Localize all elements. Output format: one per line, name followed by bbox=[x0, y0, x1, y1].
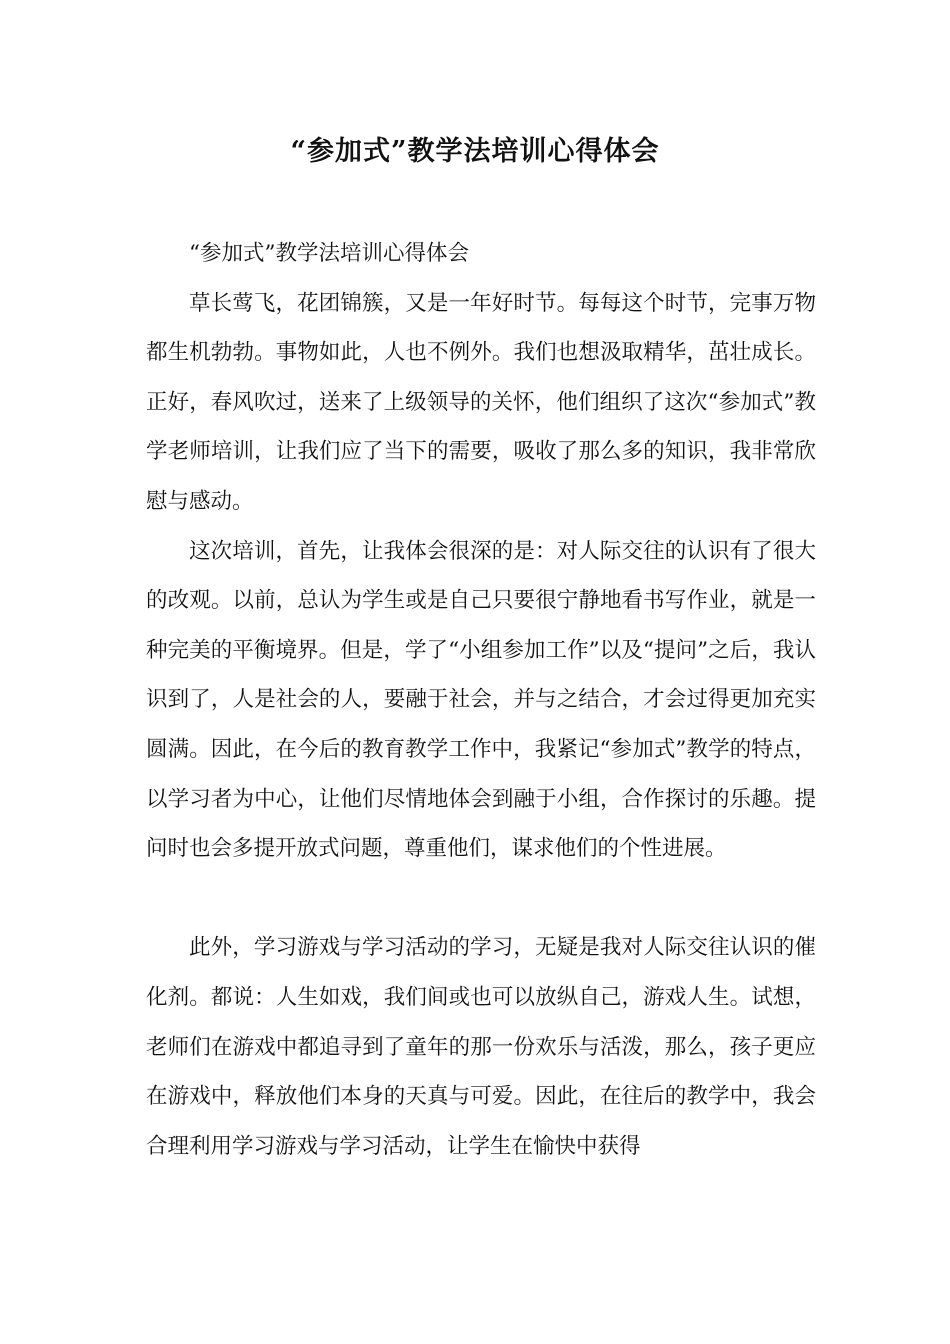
paragraph-interpersonal: 这次培训，首先，让我体会很深的是：对人际交往的认识有了很大的改观。以前，总认为学生或是自己只要很宁静地看书写作业，就是一种完美的平衡境界。但是，学了“小组参加工作”以及“提问”之后，我认识到了，人是社会的人，要融于社会，并与之结合，才会过得更加充实圆满。因此，在今后的教育教学工作中，我紧记“参加式”教学的特点，以学习者为中心，让他们尽情地体会到融于小组，合作探讨的乐趣。提问时也会多提开放式问题，尊重他们，谋求他们的个性进展。 bbox=[146, 538, 816, 862]
paragraph-intro: 草长莺飞，花团锦簇，又是一年好时节。每每这个时节，完事万物都生机勃勃。事物如此，人也不例外。我们也想汲取精华，茁壮成长。正好，春风吹过，送来了上级领导的关怀，他们组织了这次“参加式”教学老师培训，让我们应了当下的需要，吸收了那么多的知识，我非常欣慰与感动。 bbox=[146, 290, 816, 514]
subtitle-paragraph: “参加式”教学法培训心得体会 bbox=[189, 241, 469, 266]
document-body bbox=[146, 229, 816, 1171]
paragraph-games: 此外，学习游戏与学习活动的学习，无疑是我对人际交往认识的催化剂。都说：人生如戏，我们间或也可以放纵自己，游戏人生。试想，老师们在游戏中都追寻到了童年的那一份欢乐与活泼，那么，孩子更应在游戏中，释放他们本身的天真与可爱。因此，在往后的教学中，我会合理利用学习游戏与学习活动，让学生在愉快中获得 bbox=[146, 935, 816, 1159]
paragraph-gap bbox=[146, 874, 816, 924]
document-title: “参加式”教学法培训心得体会 bbox=[290, 136, 660, 167]
